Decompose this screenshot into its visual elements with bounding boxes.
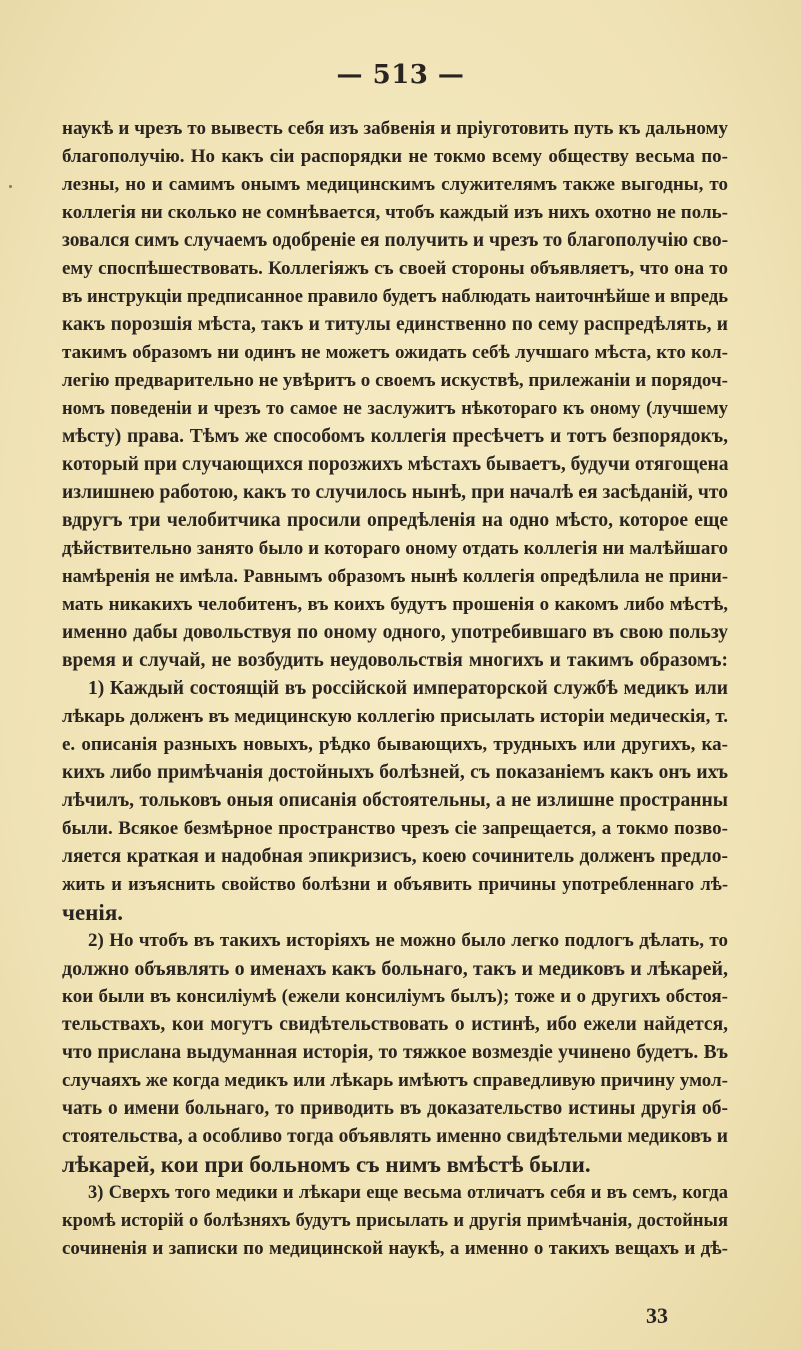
text-line: должно объявлять о именахъ какъ больнаго, такъ и медиковъ и лѣкарей, — [62, 958, 728, 980]
text-line: лѣкарей, кои при больномъ съ нимъ вмѣстѣ были. — [62, 1152, 591, 1177]
text-line: кихъ либо примѣчанія достойныхъ болѣзней, съ показаніемъ какъ онъ ихъ — [62, 762, 728, 783]
text-line: зовался симъ случаемъ одобреніе ея получить и чрезъ то благополучію сво- — [62, 230, 729, 251]
text-line: 2) Но чтобъ въ такихъ исторіяхъ не можно было легко подлогъ дѣлать, то — [88, 930, 728, 951]
text-line: какъ порозшія мѣста, такъ и титулы единственно по сему распредѣлять, и — [62, 314, 728, 335]
text-line: коллегія ни сколько не сомнѣвается, чтобъ каждый изъ нихъ охотно не поль- — [62, 202, 728, 223]
text-line: кромѣ исторій о болѣзняхъ будутъ присылать и другія примѣчанія, достойныя — [62, 1211, 728, 1231]
text-line: лезны, но и самимъ онымъ медицинскимъ служителямъ также выгодны, то — [62, 174, 728, 195]
text-line: случаяхъ же когда медикъ или лѣкарь имѣютъ справедливую причину умол- — [62, 1070, 728, 1091]
text-line: время и случай, не возбудить неудовольствія многихъ и такимъ образомъ: — [62, 650, 728, 671]
text-line: лѣкарь долженъ въ медицинскую коллегію присылать исторіи медическія, т. — [62, 706, 728, 727]
text-line: въ инструкціи предписанное правило будетъ наблюдать наиточнѣйше и впредь — [62, 287, 728, 307]
text-line: наукѣ и чрезъ то вывесть себя изъ забвенія и пріуготовить путь къ дальному — [62, 118, 728, 139]
text-line: номъ поведеніи и чрезъ то самое не заслужитъ нѣкотораго къ оному (лучшему — [62, 399, 728, 419]
text-line: что прислана выдуманная исторія, то тяжкое возмездіе учинено будетъ. Въ — [62, 1042, 728, 1063]
paper-speck — [9, 185, 12, 188]
text-line: намѣренія не имѣла. Равнымъ образомъ нынѣ коллегія опредѣлила не прини- — [62, 567, 728, 587]
text-line: жить и изъяснить свойство болѣзни и объявить причины употребленнаго лѣ- — [62, 875, 728, 895]
text-line: ченія. — [62, 900, 124, 925]
text-line: сочиненія и записки по медицинской наукѣ, а именно о такихъ вещахъ и дѣ- — [62, 1238, 728, 1259]
text-line: мать никакихъ челобитенъ, въ коихъ будутъ прошенія о какомъ либо мѣстѣ, — [62, 594, 728, 615]
text-line: были. Всякое безмѣрное пространство чрезъ сіе запрещается, а токмо позво- — [62, 818, 728, 839]
text-line: е. описанія разныхъ новыхъ, рѣдко бывающихъ, трудныхъ или другихъ, ка- — [62, 734, 728, 755]
text-line: 3) Сверхъ того медики и лѣкари еще весьма отличатъ себя и въ семъ, когда — [88, 1183, 728, 1203]
text-line: излишнею работою, какъ то случилось нынѣ, при началѣ ея засѣданій, что — [62, 482, 728, 503]
text-line: именно дабы довольствуя по оному одного, употребившаго въ свою пользу — [62, 622, 728, 643]
text-line: дѣйствительно занято было и котораго оному отдать коллегія ни малѣйшаго — [62, 538, 728, 559]
text-line: который при случающихся порозжихъ мѣстахъ бываетъ, будучи отягощена — [62, 454, 729, 475]
text-line: стоятельства, а особливо тогда объявлять именно свидѣтельми медиковъ и — [62, 1126, 728, 1147]
text-line: такимъ образомъ ни одинъ не можетъ ожидать себѣ лучшаго мѣста, кто кол- — [62, 342, 728, 363]
text-line: тельствахъ, кои могутъ свидѣтельствовать о истинѣ, ибо ежели найдется, — [62, 1014, 728, 1035]
printer-signature-mark: 33 — [646, 1303, 668, 1328]
text-line: ляется краткая и надобная эпикризисъ, коею сочинитель долженъ предло- — [62, 846, 728, 867]
text-line: лѣчилъ, тольковъ оныя описанія обстоятельны, а не излишне пространны — [62, 790, 728, 811]
text-line: благополучію. Но какъ сіи распорядки не токмо всему обществу весьма по- — [62, 146, 728, 167]
text-line: вдругъ три челобитчика просили опредѣленія на одно мѣсто, которое еще — [62, 510, 728, 531]
text-line: легію предварительно не увѣритъ о своемъ искуствѣ, прилежаніи и порядоч- — [62, 370, 728, 391]
page-number: — 513 — — [336, 60, 465, 90]
text-line: чать о имени больнаго, то приводить въ доказательство истины другія об- — [62, 1098, 728, 1119]
text-line: мѣсту) права. Тѣмъ же способомъ коллегія пресѣчетъ и тотъ безпорядокъ, — [62, 426, 728, 447]
text-line: 1) Каждый состоящій въ россійской императорской службѣ медикъ или — [88, 678, 728, 699]
text-line: кои были въ консиліумѣ (ежели консиліумъ былъ); тоже и о другихъ обстоя- — [62, 986, 728, 1007]
text-line: ему споспѣшествовать. Коллегіяжъ съ своей стороны объявляетъ, что она то — [62, 258, 728, 279]
